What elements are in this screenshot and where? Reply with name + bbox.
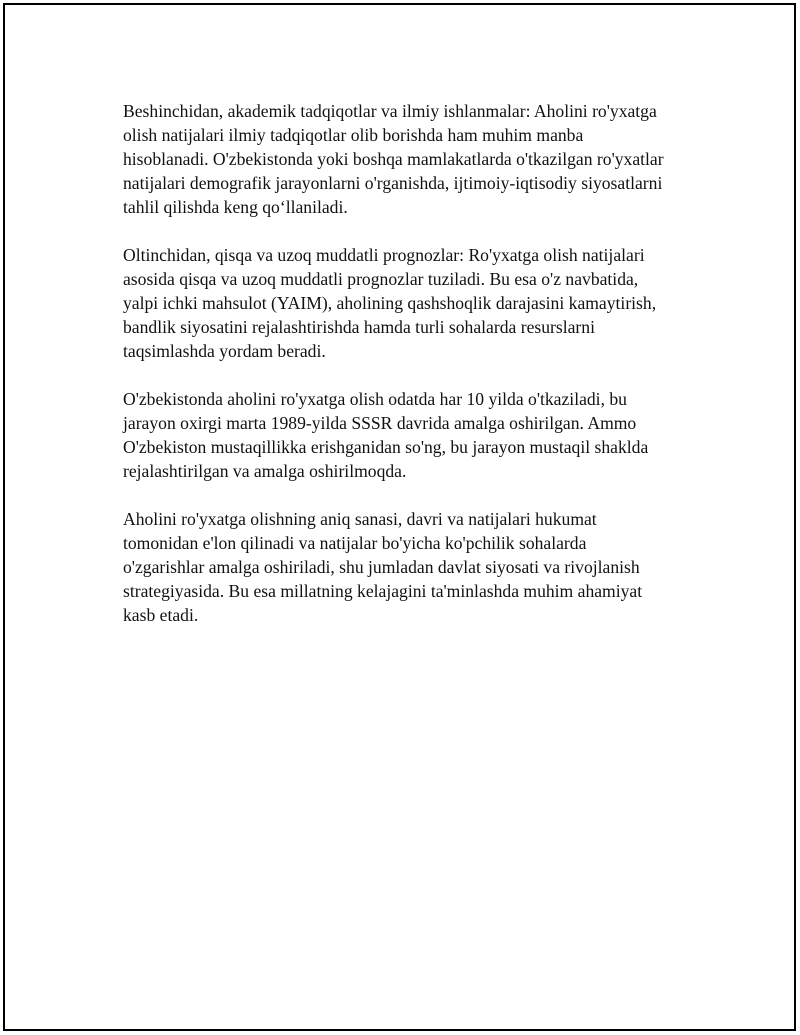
paragraph-census-frequency <box>123 387 703 483</box>
text-line: Oltinchidan, qisqa va uzoq muddatli prognozlar: Ro'yxatga olish natijalari <box>123 245 645 265</box>
page-frame <box>3 3 796 1031</box>
document-body <box>123 99 703 651</box>
text-line: bandlik siyosatini rejalashtirishda hamda turli sohalarda resurslarni <box>123 317 595 337</box>
paragraph-sixth-point <box>123 243 703 363</box>
paragraph-fifth-point <box>123 99 703 219</box>
paragraph-census-results <box>123 507 703 627</box>
text-line: rejalashtirilgan va amalga oshirilmoqda. <box>123 461 407 481</box>
text-line: Beshinchidan, akademik tadqiqotlar va ilmiy ishlanmalar: Aholini ro'yxatga <box>123 101 657 121</box>
text-line: asosida qisqa va uzoq muddatli prognozlar tuziladi. Bu esa o'z navbatida, <box>123 269 639 289</box>
text-line: olish natijalari ilmiy tadqiqotlar olib borishda ham muhim manba <box>123 125 584 145</box>
text-line: tomonidan e'lon qilinadi va natijalar bo'yicha ko'pchilik sohalarda <box>123 533 587 553</box>
text-line: jarayon oxirgi marta 1989-yilda SSSR davrida amalga oshirilgan. Ammo <box>123 413 637 433</box>
text-line: yalpi ichki mahsulot (YAIM), aholining qashshoqlik darajasini kamaytirish, <box>123 293 657 313</box>
text-line: taqsimlashda yordam beradi. <box>123 341 326 361</box>
text-line: Aholini ro'yxatga olishning aniq sanasi, davri va natijalari hukumat <box>123 509 597 529</box>
text-line: kasb etadi. <box>123 605 199 625</box>
text-line: natijalari demografik jarayonlarni o'rganishda, ijtimoiy-iqtisodiy siyosatlarni <box>123 173 663 193</box>
text-line: strategiyasida. Bu esa millatning kelajagini ta'minlashda muhim ahamiyat <box>123 581 643 601</box>
text-line: tahlil qilishda keng qo‘llaniladi. <box>123 197 348 217</box>
text-line: o'zgarishlar amalga oshiriladi, shu jumladan davlat siyosati va rivojlanish <box>123 557 640 577</box>
text-line: O'zbekiston mustaqillikka erishganidan so'ng, bu jarayon mustaqil shaklda <box>123 437 649 457</box>
text-line: hisoblanadi. O'zbekistonda yoki boshqa mamlakatlarda o'tkazilgan ro'yxatlar <box>123 149 664 169</box>
text-line: O'zbekistonda aholini ro'yxatga olish odatda har 10 yilda o'tkaziladi, bu <box>123 389 627 409</box>
